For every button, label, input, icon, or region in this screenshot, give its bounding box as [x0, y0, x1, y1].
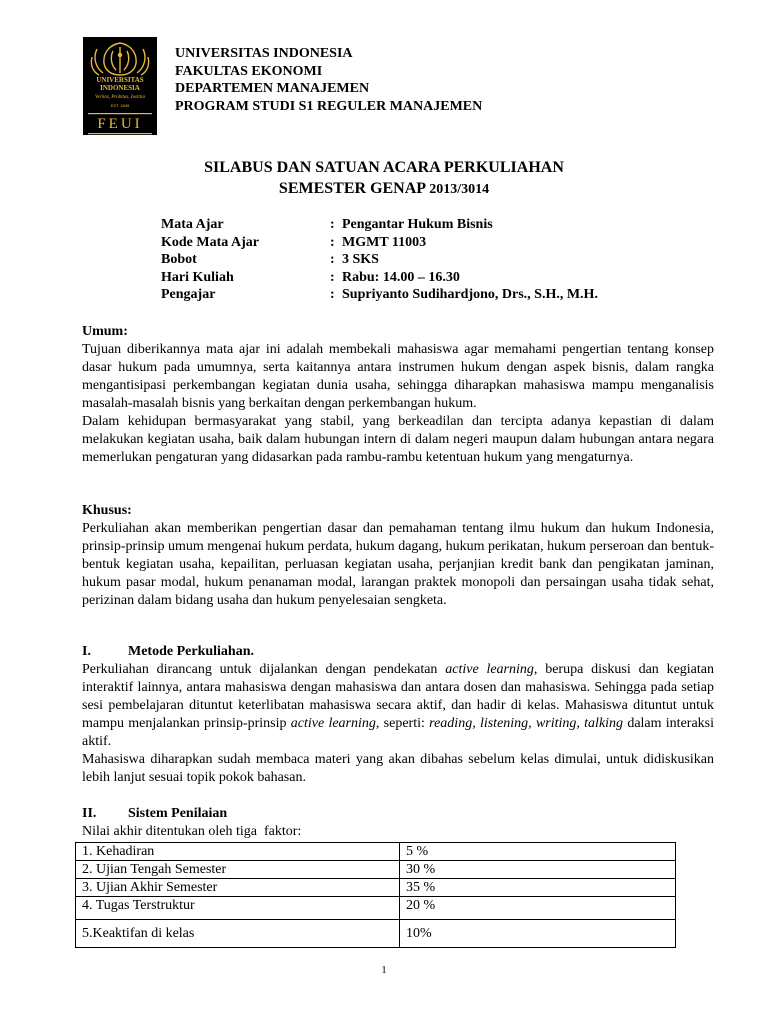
- grading-weight: 5 %: [400, 843, 676, 861]
- table-row: [76, 920, 676, 948]
- document-title: [0, 157, 768, 200]
- info-value: Supriyanto Sudihardjono, Drs., S.H., M.H.: [342, 287, 598, 302]
- institution-line: UNIVERSITAS INDONESIA: [175, 46, 353, 61]
- institution-header: [175, 45, 482, 115]
- info-colon: :: [330, 287, 335, 302]
- table-row: [76, 897, 676, 920]
- grading-item: 5.Keaktifan di kelas: [76, 920, 400, 948]
- institution-line: FAKULTAS EKONOMI: [175, 63, 323, 79]
- grading-weight: 10%: [400, 920, 676, 948]
- info-label: Bobot: [161, 252, 197, 267]
- info-label: Mata Ajar: [161, 217, 224, 232]
- logo-abbr: FEUI: [97, 116, 143, 132]
- info-value: 3 SKS: [342, 252, 379, 267]
- info-label: Hari Kuliah: [161, 269, 234, 285]
- info-colon: :: [330, 217, 335, 232]
- paragraph: Dalam kehidupan bermasyarakat yang stabil, yang berkeadilan dan tercipta adanya kepastian di dalam melakukan kegiatan usaha, baik dalam hubungan intern di dalam negeri maupun dalam hubungan antara negara memerlukan pengaturan yang didasarkan pada rambu-rambu ketentuan hukum yang mengaturnya.: [82, 414, 714, 465]
- grading-weight: 35 %: [400, 879, 676, 897]
- section-title: Sistem Penilaian: [128, 806, 228, 821]
- grading-item: 1. Kehadiran: [76, 843, 400, 861]
- info-value: Pengantar Hukum Bisnis: [342, 217, 493, 232]
- info-label: Kode Mata Ajar: [161, 234, 259, 250]
- paragraph: Perkuliahan akan memberikan pengertian dasar dan pemahaman tentang ilmu hukum dan hukum Indonesia, prinsip-prinsip umum mengenai hukum perdata, hukum dagang, hukum perikatan, hukum perseroan dan bentuk-bentuk kegiatan usaha, kepailitan, perluasan kegiatan usaha, perjanjian kredit bank dan pengikatan jaminan, hukum pasar modal, hukum penanaman modal, larangan praktek monopoli dan persaingan usaha tidak sehat, perizinan dalam bidang usaha dan hukum penyelesaian sengketa.: [82, 521, 714, 608]
- section-metode: [82, 643, 714, 787]
- section-khusus: [82, 502, 714, 610]
- institution-line: DEPARTEMEN MANAJEMEN: [175, 81, 370, 96]
- info-colon: :: [330, 234, 335, 250]
- section-umum: [82, 323, 714, 467]
- feui-logo: [83, 37, 157, 135]
- text-run: Perkuliahan dirancang untuk dijalankan dengan pendekatan: [82, 662, 446, 677]
- text-run: , berupa diskusi dan kegiatan interaktif lainnya, antara mahasiswa dengan mahasiswa dan antara dosen dan mahasiswa. Sehingga pada setiap sesi pembelajaran dituntut keterlibatan mahasiswa secara aktif, dan hadir di kelas. Mahasiswa dituntut untuk mampu menjalankan prinsip-prinsip: [82, 662, 714, 731]
- page-number: 1: [381, 964, 387, 976]
- section-penilaian: [82, 805, 714, 841]
- info-value: Rabu: 14.00 – 16.30: [342, 269, 460, 285]
- paragraph: Tujuan diberikannya mata ajar ini adalah membekali mahasiswa agar memahami pengertian tentang konsep dasar hukum pada umumnya, serta kaitannya antara instrumen hukum dengan aspek bisnis, dalam rangka mengantisipasi perkembangan kegiatan dunia usaha, sehingga diharapkan mahasiswa mampu menganalisis masalah-masalah bisnis yang berkaitan dengan perkembangan hukum.: [82, 342, 714, 411]
- section-heading: [82, 805, 714, 823]
- section-heading: [82, 643, 714, 661]
- logo-est: EST. 1849: [110, 103, 130, 108]
- grading-item: 3. Ujian Akhir Semester: [76, 879, 400, 897]
- table-row: [76, 861, 676, 879]
- grading-weight: 30 %: [400, 861, 676, 879]
- grading-table: [75, 842, 676, 948]
- section-heading: Umum:: [82, 324, 128, 339]
- info-colon: :: [330, 269, 335, 285]
- italic-term: active learning: [445, 662, 534, 677]
- section-number: II.: [82, 806, 97, 821]
- text-run: , seperti:: [375, 716, 430, 731]
- paragraph: [82, 661, 714, 751]
- logo-motto: Veritas, Probitas, Iustitia: [94, 95, 146, 100]
- grading-item: 2. Ujian Tengah Semester: [76, 861, 400, 879]
- table-row: [76, 879, 676, 897]
- grading-item: 4. Tugas Terstruktur: [76, 897, 400, 920]
- paragraph: Mahasiswa diharapkan sudah membaca materi yang akan dibahas sebelum kelas dimulai, untuk didiskusikan lebih lanjut sesuai topik pokok bahasan.: [82, 752, 714, 785]
- info-label: Pengajar: [161, 287, 216, 302]
- table-row: [76, 843, 676, 861]
- section-title: Metode Perkuliahan.: [128, 644, 254, 659]
- title-line-1: SILABUS DAN SATUAN ACARA PERKULIAHAN: [204, 159, 564, 176]
- section-heading: Khusus:: [82, 503, 132, 518]
- title-line-2: [0, 178, 768, 200]
- institution-line: PROGRAM STUDI S1 REGULER MANAJEMEN: [175, 98, 483, 114]
- academic-year: 2013/3014: [429, 182, 490, 197]
- semester-label: SEMESTER GENAP: [278, 180, 426, 197]
- italic-term: active learning: [290, 716, 376, 731]
- grading-weight: 20 %: [400, 897, 676, 920]
- logo-text-2: INDONESIA: [100, 84, 140, 92]
- italic-term: reading, listening, writing, talking: [429, 716, 624, 731]
- penilaian-intro: Nilai akhir ditentukan oleh tiga faktor:: [82, 824, 302, 839]
- logo-text-1: UNIVERSITAS: [96, 76, 144, 84]
- info-colon: :: [330, 252, 335, 267]
- text-run: dalam interaksi aktif.: [82, 716, 714, 749]
- info-value: MGMT 11003: [342, 234, 427, 250]
- section-number: I.: [82, 644, 91, 659]
